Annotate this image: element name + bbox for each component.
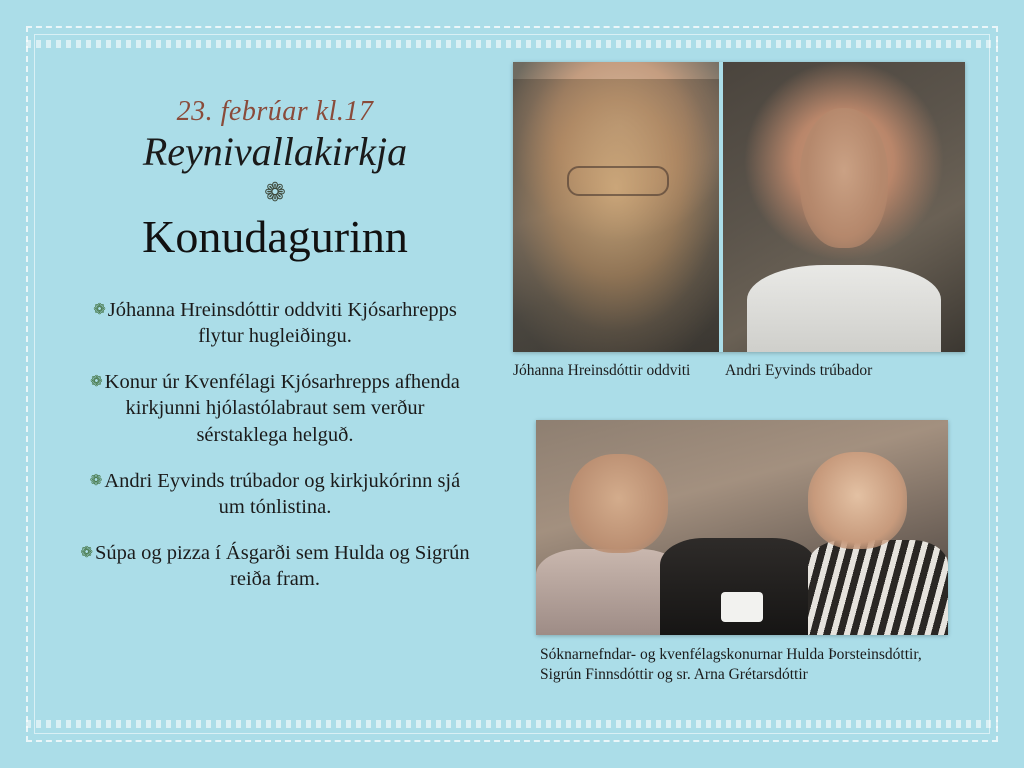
text-column bbox=[60, 96, 490, 613]
list-item-text: Konur úr Kvenfélagi Kjósarhrepps afhenda kirkjunni hjólastólabraut sem verður sérstaklega helguð. bbox=[104, 371, 460, 446]
decorative-band-top bbox=[26, 40, 998, 48]
list-item-text: Andri Eyvinds trúbador og kirkjukórinn sjá um tónlistina. bbox=[104, 469, 461, 518]
page-title: Konudagurinn bbox=[142, 211, 408, 262]
photo-face-right bbox=[808, 452, 907, 549]
bullet-marker-icon: ❁ bbox=[90, 374, 103, 391]
photo-johanna bbox=[513, 62, 719, 352]
photo-face-left bbox=[569, 454, 668, 553]
clerical-collar-shape bbox=[721, 592, 762, 622]
list-item bbox=[78, 540, 472, 592]
bullet-marker-icon: ❁ bbox=[89, 472, 103, 489]
list-item bbox=[78, 297, 472, 349]
caption-johanna: Jóhanna Hreinsdóttir oddviti bbox=[513, 362, 691, 379]
list-item bbox=[78, 468, 472, 520]
photo-face-mid bbox=[693, 463, 788, 558]
list-item-text: Súpa og pizza í Ásgarði sem Hulda og Sigrún reiða fram. bbox=[94, 542, 470, 591]
list-item-text: Jóhanna Hreinsdóttir oddviti Kjósarhrepps flytur hugleiðingu. bbox=[107, 298, 457, 347]
event-date: 23. febrúar kl.17 bbox=[176, 96, 374, 127]
venue-name: Reynivallakirkja bbox=[142, 129, 408, 174]
floral-ornament-icon: ❁ bbox=[264, 178, 286, 207]
photo-figure-right-body bbox=[808, 540, 948, 635]
caption-row-top bbox=[513, 362, 965, 380]
bullet-list bbox=[60, 297, 490, 593]
photo-pair-top bbox=[513, 62, 965, 352]
list-item bbox=[78, 369, 472, 448]
photo-group-bottom bbox=[536, 420, 948, 635]
caption-group-bottom: Sóknarnefndar- og kvenfélagskonurnar Hulda Þorsteinsdóttir, Sigrún Finnsdóttir og sr. Arna Grétarsdóttir bbox=[540, 646, 922, 683]
photo-andri bbox=[723, 62, 965, 352]
bullet-marker-icon: ❁ bbox=[80, 545, 93, 562]
caption-andri: Andri Eyvinds trúbador bbox=[725, 362, 873, 379]
bullet-marker-icon: ❁ bbox=[93, 301, 106, 318]
decorative-band-bottom bbox=[26, 720, 998, 728]
